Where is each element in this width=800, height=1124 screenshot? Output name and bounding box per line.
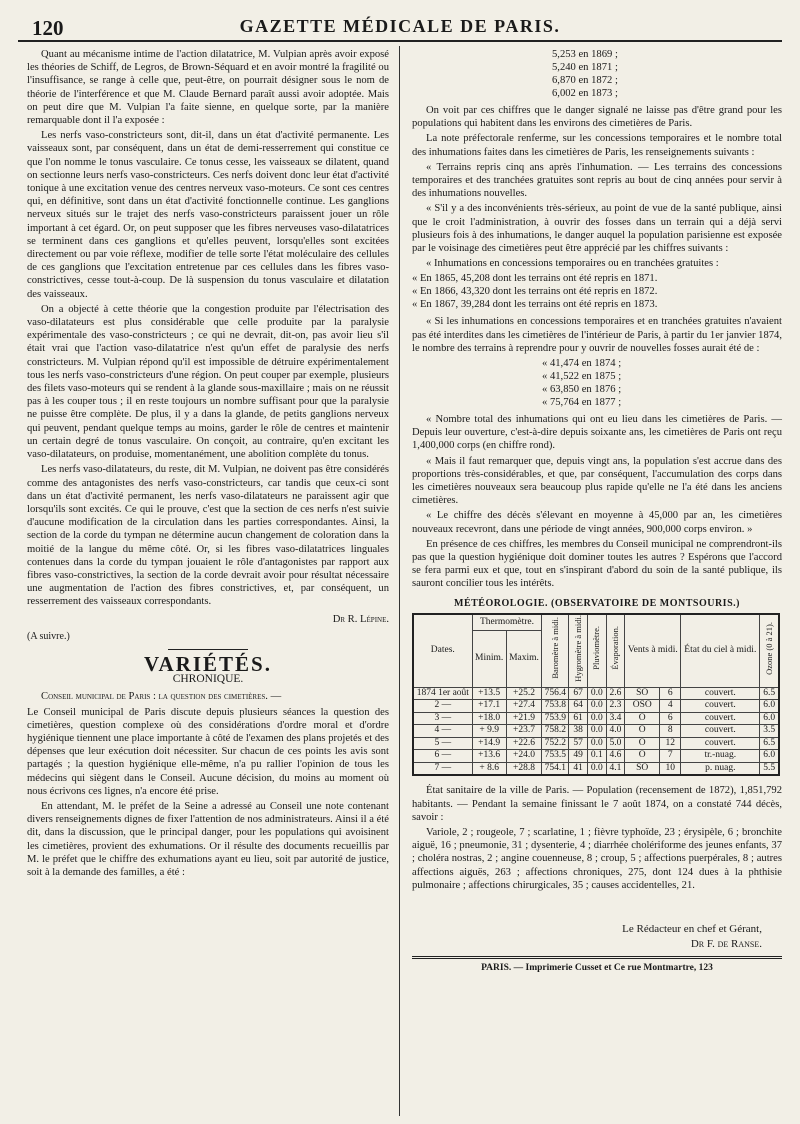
to-be-continued: (A suivre.) [27,630,70,642]
table-cell-evap: 4.0 [606,725,625,738]
paragraph: Les nerfs vaso-constricteurs sont, dit-il, dans un état d'activité permanente. Les vaisseaux sont, par conséquent, dans un état de demi-resserrement qui constitue ce que l'on nomme le tonus vasculaire. Ce tonus cesse, les vaisseaux se dilatent, quand on sectionne leurs nerfs vaso-constricteurs. Ces nerfs doivent donc leur état d'activité tonique à une excitation venue des centres nerveux vaso-moteurs. Ce sont ces centres qui, en définitive, sont dans un état d'activité fonctionnelle continue. Les ganglions nerveux situés sur le trajet des nerfs vaso-constricteurs paraissent jouer un rôle important à cet égard. Or, on peut supposer que les fibres nerveuses vaso-dilatatrices se terminent dans ces ganglions et qu'elles peuvent, lorsqu'elles sont excitées directement ou par voie réflexe, modifier de telle sorte l'état moléculaire des cellules de ces ganglions que l'excitation entretenue par ces cellules dans les fibres vaso-constrictives, cesse tout-à-coup. De là suspension du tonus vasculaire et dilatation des vaisseaux. [27,130,389,300]
table-cell-ciel: tr.-nuag. [681,750,760,763]
footer-rule [412,956,782,959]
header-evap: Évaporation. [606,614,625,688]
list-item: 5,240 en 1871 ; [552,62,618,73]
quote-paragraph: « Inhumations en concessions temporaires ou en tranchées gratuites : [426,258,719,270]
table-cell-baro: 752.2 [542,737,569,750]
paragraph: On voit par ces chiffres que le danger signalé ne laisse pas d'être grand pour les populations qui habitent dans les environs des cimetières de Paris. [412,105,782,130]
right-column [412,48,782,975]
journal-title: GAZETTE MÉDICALE DE PARIS. [239,16,561,36]
table-cell-ozone: 3.5 [760,725,779,738]
table-cell-vent: OSO [625,700,660,713]
table-cell-date: 3 — [413,712,472,725]
table-cell-evap: 4.1 [606,762,625,775]
header-vents: Vents à midi. [625,614,681,688]
table-cell-date: 2 — [413,700,472,713]
page-number: 120 [32,16,64,40]
table-cell-vent: SO [625,687,660,700]
inhumation-list [412,272,782,311]
table-cell-vent: O [625,737,660,750]
left-column [27,48,389,881]
header-hygro: Hygromètre à midi. [569,614,588,688]
table-cell-force: 12 [660,737,681,750]
author-signature: Dr R. Lépine. [332,613,389,625]
header-baro: Baromètre à midi. [542,614,569,688]
table-cell-pluvio: 0.0 [587,700,606,713]
quote-paragraph: « Le chiffre des décès s'élevant en moyenne à 45,000 par an, les cimetières nouveaux recevront, dans une période de vingt années, 900,000 corps environ. » [412,510,782,535]
table-cell-min: +13.6 [472,750,506,763]
quote-paragraph: « S'il y a des inconvénients très-sérieux, au point de vue de la santé publique, ainsi que le croit l'administration, à ouvrir des fosses dans un terrain qui a déjà servi plusieurs fois à des inhumations, le danger auquel la population parisienne est exposée par le voisinage des cimetières peut être apprécié par les chiffres suivants : [412,203,782,255]
editor-block [412,922,782,952]
table-cell-min: + 9.9 [472,725,506,738]
table-cell-vent: SO [625,762,660,775]
column-divider [399,46,400,1116]
meteo-title: MÉTÉOROLOGIE. (OBSERVATOIRE DE MONTSOURIS.) [454,597,740,609]
paragraph: On a objecté à cette théorie que la congestion produite par l'électrisation des vaso-dilatateurs est plus considérable que celle produite par la paralysie expérimentale des vaso-constricteurs ; ce qui ne devrait, dit-on, pas avoir lieu s'il était vrai que l'action vaso-dilatatrice n'est qu'un effet de paralysie des nerfs constricteurs. M. Vulpian répond qu'il est impossible de détruire expérimentalement tous les nerfs vaso-constricteurs d'une région. On peut couper par exemple, plusieurs des filets vaso-moteurs qui se rendent à la glande sous-maxillaire ; mais on ne réussit pas à les couper tous ; il en reste toujours un nombre suffisant pour que la paralysie ne puisse être complète. De plus, il y a dans la glande, de petits ganglions nerveux qui peuvent, pendant quelque temps au moins, garder le rôle de centres et maintenir un certain degré de tonus vasculaire. On conçoit, au contraire, qu'en excitant les vaso-dilatateurs, on produise, momentanément, une abolition complète du tonus. [27,303,389,461]
table-cell-hygro: 57 [569,737,588,750]
paragraph: Les nerfs vaso-dilatateurs, du reste, dit M. Vulpian, ne doivent pas être considérés comme des antagonistes des nerfs vaso-constricteurs, car tandis que ceux-ci sont dans un état d'activité permanent, les nerfs vaso-dilatateurs ne paraissent agir que lorsqu'ils sont excités. Ce qui le prouve, c'est que la section de ces nerfs n'est suivie d'aucune modification de la circulation dans les parties correspondantes. Ainsi, la section de la corde du tympan ne détermine aucun changement de coloration dans la moitié de la langue du même côté. Or, si les fibres vaso-dilatatrices linguales contenues dans la corde du tympan jouaient le rôle d'antagonistes par rapport aux fibres vaso-constrictives, la section de la corde devrait avoir pour résultat nécessaire une augmentation de l'action des fibres constrictives, et, par conséquent, un resserrement des vaisseaux correspondants. [27,464,389,608]
header-pluvio: Pluviomètre. [587,614,606,688]
table-cell-date: 5 — [413,737,472,750]
quote-paragraph: « Nombre total des inhumations qui ont eu lieu dans les cimetières de Paris. — Depuis leur ouverture, c'est-à-dire depuis soixante ans, les cimetières de Paris ont reçu 1,400,000 corps (en chiffre rond). [412,414,782,452]
list-item: « 41,474 en 1874 ; [542,358,622,370]
paragraph: La note préfectorale renferme, sur les concessions temporaires et le nombre total des inhumations faites dans les cimetières de Paris, les renseignements suivants : [412,133,782,158]
list-item: « En 1866, 43,320 dont les terrains ont été repris en 1872. [412,286,658,298]
table-cell-max: +22.6 [506,737,542,750]
editor-name: Dr F. de Ranse. [690,938,762,951]
table-cell-evap: 2.6 [606,687,625,700]
table-cell-force: 8 [660,725,681,738]
paragraph: Le Conseil municipal de Paris discute depuis plusieurs séances la question des cimetières, question complexe où des considérations d'ordre moral et d'ordre hygiénique tiennent une place importante à côté de l'examen des plans projetés et des dépenses que leur exécution doit nécessiter. Sur chacun de ces points les avis sont partagés ; la question hygiénique elle-même, n'a pu rallier l'opinion de tous les médecins qui siègent dans le Conseil. Aucune décision, du moins au moment où nous écrivons ces lignes, n'a encore été prise. [27,706,389,797]
table-cell-evap: 5.0 [606,737,625,750]
article-heading: Conseil municipal de Paris : la question des cimetières. — [41,691,282,703]
table-row [413,762,779,775]
table-cell-max: +24.0 [506,750,542,763]
quote-paragraph: « Terrains repris cinq ans après l'inhumation. — Les terrains des concessions temporaires et des tranchées gratuites sont repris au bout de cinq années pour servir à des inhumations nouvelles. [412,161,782,200]
table-cell-ciel: p. nuag. [681,762,760,775]
header-ozone: Ozone (0 à 21). [760,614,779,688]
table-cell-evap: 2.3 [606,700,625,713]
table-cell-ciel: couvert. [681,700,760,713]
table-cell-vent: O [625,750,660,763]
paragraph: En présence de ces chiffres, les membres du Conseil municipal ne comprendront-ils pas que la question hygiénique doit dominer toutes les autres ? Espérons que l'accord se fera parmi eux et que, tout en s'inspirant d'abord du soin de la santé publique, ils sauront concilier tous les intérêts. [412,538,782,590]
table-cell-hygro: 61 [569,712,588,725]
table-cell-force: 6 [660,712,681,725]
table-cell-baro: 758.2 [542,725,569,738]
list-item: 6,870 en 1872 ; [552,75,618,86]
table-cell-pluvio: 0.1 [587,750,606,763]
list-item: « 63,850 en 1876 ; [542,384,622,396]
etat-sanitaire-body: Variole, 2 ; rougeole, 7 ; scarlatine, 1 ; fièvre typhoïde, 23 ; érysipèle, 6 ; bronchite aiguë, 16 ; pneumonie, 31 ; dysenterie, 4 ; diarrhée cholériforme des jeunes enfants, 37 ; choléra nostras, 2 ; angine couenneuse, 8 ; croup, 5 ; affections puerpérales, 8 ; autres affections aiguës, 263 ; affections chroniques, 275, dont 124 dues à la phthisie pulmonaire ; affections chirurgicales, 35 ; causes accidentelles, 21. [412,827,782,891]
table-cell-max: +28.8 [506,762,542,775]
table-cell-force: 4 [660,700,681,713]
list-item: « 75,764 en 1877 ; [542,397,622,409]
table-cell-baro: 753.8 [542,700,569,713]
paragraph: Quant au mécanisme intime de l'action dilatatrice, M. Vulpian après avoir exposé les théories de Schiff, de Legros, de Brown-Séquard et en avoir montré la fragilité ou l'insuffisance, se range à celle que, peut-être, on pourrait désigner sous le nom de théorie de l'interférence et que M. Claude Bernard paraît aussi avoir adoptée. Mais on peut dire que M. Vulpian l'a faite sienne, en quelque sorte, par la manière remarquable dont il l'a exposée : [27,49,389,127]
table-cell-ciel: couvert. [681,725,760,738]
table-cell-baro: 756.4 [542,687,569,700]
list-item: « En 1865, 45,208 dont les terrains ont été repris en 1871. [412,273,658,285]
table-row [413,750,779,763]
list-item: « 41,522 en 1875 ; [542,371,622,383]
table-cell-ozone: 5.5 [760,762,779,775]
terrain-list [542,357,782,409]
table-cell-evap: 4.6 [606,750,625,763]
table-cell-baro: 753.5 [542,750,569,763]
paragraph: En attendant, M. le préfet de la Seine a adressé au Conseil une note contenant divers renseignements dignes de fixer l'attention de nos administrateurs. Ainsi il a été dit, dans la discussion, que le principal danger, pour les populations qui avoisinent les cimetières, provient des exhumations. Or il résulte des documents recueillis par M. le préfet que le chiffre des exhumations ayant eu lieu, soit par autorité de justice, soit à la demande des familles, a été : [27,800,389,878]
table-cell-hygro: 67 [569,687,588,700]
table-cell-ozone: 6.0 [760,712,779,725]
table-cell-min: +17.1 [472,700,506,713]
table-cell-min: +13.5 [472,687,506,700]
table-cell-max: +21.9 [506,712,542,725]
table-cell-max: +27.4 [506,700,542,713]
table-cell-hygro: 64 [569,700,588,713]
table-cell-ozone: 6.5 [760,687,779,700]
table-cell-ozone: 6.0 [760,750,779,763]
table-cell-ciel: couvert. [681,737,760,750]
table-cell-date: 6 — [413,750,472,763]
page-header [18,14,782,42]
table-cell-min: +14.9 [472,737,506,750]
header-minim: Minim. [472,631,506,688]
quote-paragraph: « Si les inhumations en concessions temporaires et en tranchées gratuites n'avaient pas été interdites dans les cimetières de l'intérieur de Paris, à partir du 1er janvier 1874, le nombre des terrains à reprendre pour y ouvrir de nouvelles fosses aurait été de : [412,316,782,354]
header-thermo: Thermomètre. [472,614,542,631]
table-cell-force: 10 [660,762,681,775]
table-row [413,700,779,713]
quote-paragraph: « Mais il faut remarquer que, depuis vingt ans, la population s'est accrue dans des proportions très-considérables, et que, par conséquent, l'accumulation des corps dans les cimetières nouveaux sera beaucoup plus rapide qu'elle ne l'a été dans les anciens cimetières. [412,455,782,507]
table-cell-force: 6 [660,687,681,700]
table-cell-vent: O [625,712,660,725]
table-cell-hygro: 38 [569,725,588,738]
table-cell-pluvio: 0.0 [587,687,606,700]
table-cell-ozone: 6.5 [760,737,779,750]
meteo-table [412,613,780,777]
table-cell-max: +25.2 [506,687,542,700]
header-dates: Dates. [413,614,472,688]
table-cell-vent: O [625,725,660,738]
table-cell-ciel: couvert. [681,712,760,725]
table-cell-pluvio: 0.0 [587,762,606,775]
table-cell-pluvio: 0.0 [587,737,606,750]
table-cell-date: 4 — [413,725,472,738]
table-row [413,737,779,750]
table-row [413,725,779,738]
editor-title: Le Rédacteur en chef et Gérant, [622,923,762,936]
header-maxim: Maxim. [506,631,542,688]
table-cell-min: + 8.6 [472,762,506,775]
meteo-table-body [413,687,779,775]
printer-imprint: PARIS. — Imprimerie Cusset et Ce rue Montmartre, 123 [481,963,713,974]
list-item: « En 1867, 39,284 dont les terrains ont été repris en 1873. [412,299,658,311]
table-cell-pluvio: 0.0 [587,725,606,738]
section-subtitle-chronique: CHRONIQUE. [172,673,244,686]
table-cell-pluvio: 0.0 [587,712,606,725]
header-ciel: État du ciel à midi. [681,614,760,688]
table-row [413,712,779,725]
table-cell-date: 1874 1er août [413,687,472,700]
section-title-varietes: VARIÉTÉS. [144,651,272,676]
table-cell-hygro: 41 [569,762,588,775]
list-item: 5,253 en 1869 ; [552,49,618,60]
table-cell-force: 7 [660,750,681,763]
list-item: 6,002 en 1873 ; [552,88,618,99]
table-cell-baro: 753.9 [542,712,569,725]
etat-sanitaire-heading: État sanitaire de la ville de Paris. — Population (recensement de 1872), 1,851,792 habitants. — Pendant la semaine finissant le 7 août 1874, on a constaté 744 décès, savoir : [412,785,782,823]
table-cell-min: +18.0 [472,712,506,725]
table-cell-baro: 754.1 [542,762,569,775]
table-cell-max: +23.7 [506,725,542,738]
table-cell-ciel: couvert. [681,687,760,700]
table-row [413,687,779,700]
table-cell-date: 7 — [413,762,472,775]
table-cell-evap: 3.4 [606,712,625,725]
section-rule [168,649,248,650]
exhumation-list [552,48,782,100]
table-cell-hygro: 49 [569,750,588,763]
table-cell-ozone: 6.0 [760,700,779,713]
